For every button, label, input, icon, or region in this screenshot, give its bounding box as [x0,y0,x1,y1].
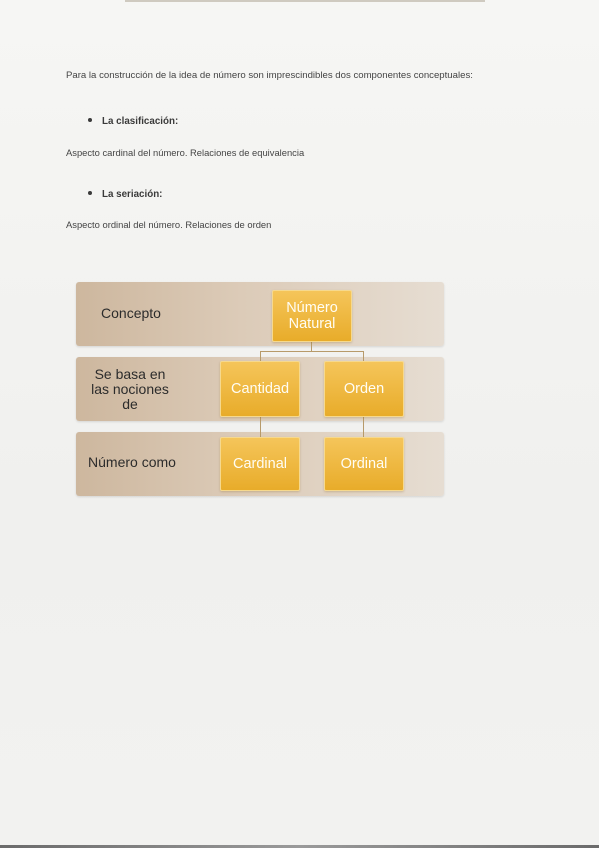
connector-line [260,351,364,352]
row-label: Se basa en las nociones de [91,366,169,412]
node-numero-natural: Número Natural [272,290,352,342]
bullet-seriacion [88,189,162,200]
concept-diagram [76,282,444,494]
node-orden: Orden [324,361,404,417]
row-label: Número como [88,454,176,470]
intro-paragraph: Para la construcción de la idea de número son imprescindibles dos componentes conceptuales: [66,70,473,81]
node-cantidad: Cantidad [220,361,300,417]
page-top-edge [125,0,485,2]
bullet-dot-icon [88,118,92,122]
row-label: Concepto [101,305,161,321]
bullet-dot-icon [88,191,92,195]
node-ordinal: Ordinal [324,437,404,491]
section-description: Aspecto ordinal del número. Relaciones de orden [66,219,272,230]
connector-line [363,417,364,437]
bullet-title: La seriación: [102,189,163,200]
connector-line [363,351,364,361]
connector-line [260,417,261,437]
section-description: Aspecto cardinal del número. Relaciones de equivalencia [66,147,305,158]
connector-line [311,342,312,351]
node-cardinal: Cardinal [220,437,300,491]
bullet-title: La clasificación: [102,116,179,127]
bullet-clasificacion [88,116,178,127]
connector-line [260,351,261,361]
